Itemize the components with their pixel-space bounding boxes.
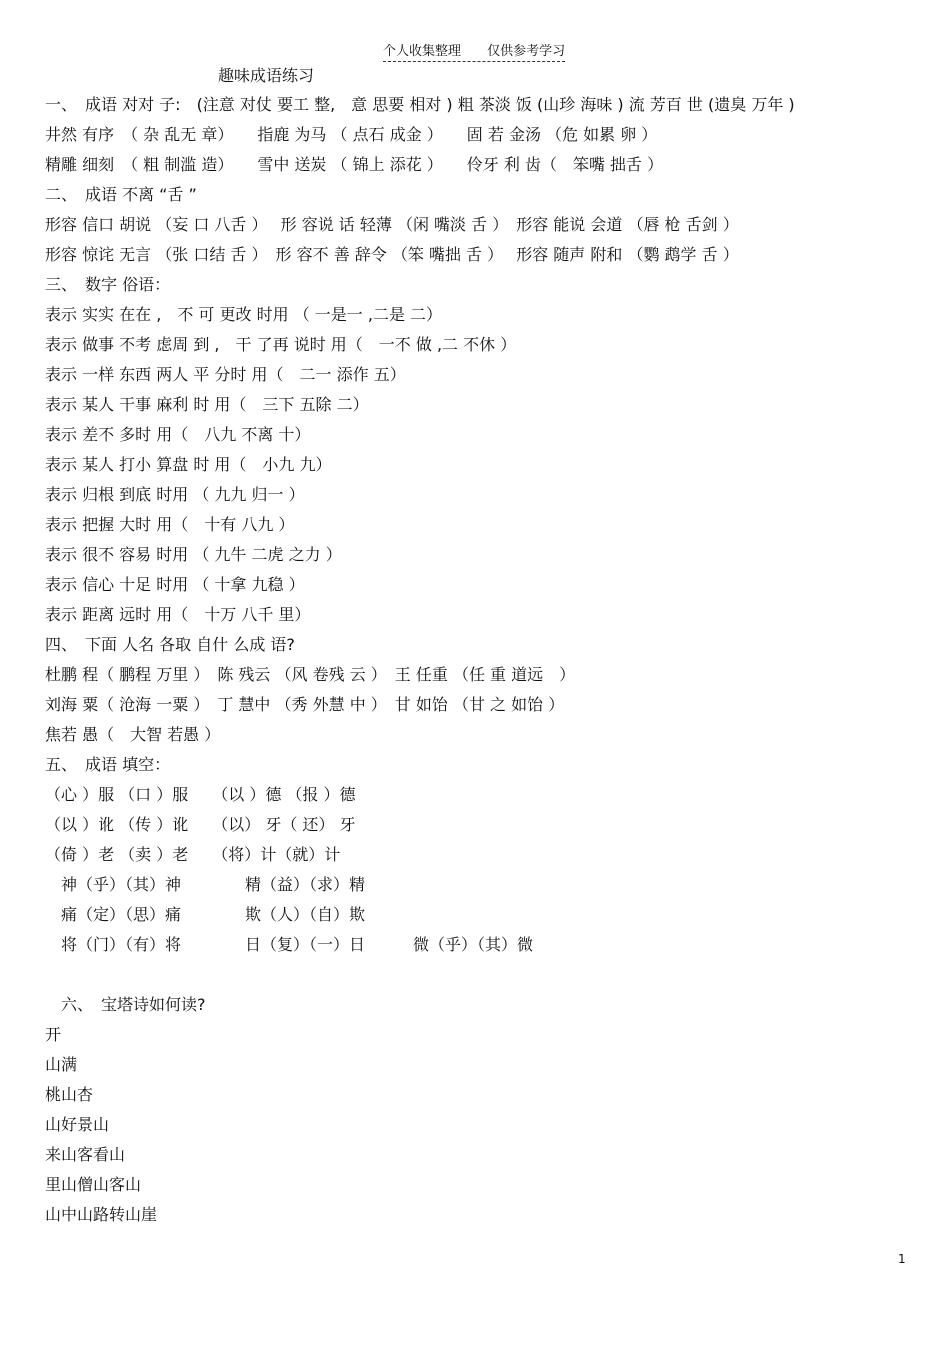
text-line: 表示 某人 打小 算盘 时 用（ 小九 九）: [45, 455, 332, 474]
text-line: 山满: [45, 1055, 78, 1074]
text-line: 精雕 细刻 （ 粗 制滥 造） 雪中 送炭 （ 锦上 添花 ） 伶牙 利 齿（ 笨嘴 拙舌 ）: [45, 155, 664, 174]
text-line: 杜鹏 程（ 鹏程 万里 ） 陈 残云 （风 卷残 云 ） 王 任重 （任 重 道远 ）: [45, 665, 576, 684]
text-line: （倚 ）老 （卖 ）老 （将）计（就）计: [45, 845, 341, 864]
text-line: 四、 下面 人名 各取 自什 么成 语?: [45, 635, 295, 654]
header-right-text: 仅供参考学习: [487, 44, 566, 59]
text-line: 形容 信口 胡说 （妄 口 八舌 ） 形 容说 话 轻薄 （闲 嘴淡 舌 ） 形容 能说 会道 （唇 枪 舌剑 ）: [45, 215, 739, 234]
text-line: 将（门）（有）将 日（复）（一）日 微（乎）（其）微: [45, 935, 534, 954]
header-left-text: 个人收集整理: [383, 44, 462, 59]
text-line: 表示 信心 十足 时用 （ 十拿 九稳 ）: [45, 575, 305, 594]
text-line: 开: [45, 1025, 62, 1044]
text-line: 表示 一样 东西 两人 平 分时 用（ 二一 添作 五）: [45, 365, 406, 384]
text-line: 痛（定）（思）痛 欺（人）（自）欺: [45, 905, 366, 924]
text-line: （心 ）服 （口 ）服 （以 ）德 （报 ）德: [45, 785, 356, 804]
text-line: 山好景山: [45, 1115, 110, 1134]
text-line: 表示 距离 远时 用（ 十万 八千 里）: [45, 605, 311, 624]
document-body: [45, 90, 945, 1230]
text-line: 表示 做事 不考 虑周 到 , 干 了再 说时 用（ 一不 做 ,二 不休 ）: [45, 335, 517, 354]
text-line: 刘海 粟（ 沧海 一粟 ） 丁 慧中 （秀 外慧 中 ） 甘 如饴 （甘 之 如饴 ）: [45, 695, 565, 714]
text-line: 表示 归根 到底 时用 （ 九九 归一 ）: [45, 485, 305, 504]
text-line: 表示 差不 多时 用（ 八九 不离 十）: [45, 425, 311, 444]
text-line: [45, 960, 945, 990]
page-number: 1: [898, 1252, 906, 1266]
text-line: 表示 很不 容易 时用 （ 九牛 二虎 之力 ）: [45, 545, 342, 564]
text-line: 一、 成语 对对 子: (注意 对仗 要工 整, 意 思要 相对 ) 粗 茶淡 饭 (山珍 海味 ) 流 芳百 世 (遗臭 万年 ): [45, 95, 795, 114]
text-line: 表示 把握 大时 用（ 十有 八九 ）: [45, 515, 295, 534]
text-line: 五、 成语 填空：: [45, 755, 171, 774]
text-line: 桃山杏: [45, 1085, 94, 1104]
text-line: 神（乎）（其）神 精（益）（求）精: [45, 875, 366, 894]
text-line: 来山客看山: [45, 1145, 126, 1164]
text-line: 焦若 愚（ 大智 若愚 ）: [45, 725, 221, 744]
text-line: 井然 有序 （ 杂 乱无 章） 指鹿 为马 （ 点石 成金 ） 固 若 金汤 （危 如累 卵 ）: [45, 125, 658, 144]
text-line: 三、 数字 俗语：: [45, 275, 171, 294]
text-line: 里山僧山客山: [45, 1175, 142, 1194]
text-line: 山中山路转山崖: [45, 1205, 158, 1224]
text-line: 六、 宝塔诗如何读?: [45, 995, 206, 1014]
document-title: 趣味成语练习: [218, 66, 315, 85]
text-line: 表示 某人 干事 麻利 时 用（ 三下 五除 二）: [45, 395, 369, 414]
page-header: [383, 40, 565, 62]
text-line: 二、 成语 不离 “舌 ”: [45, 185, 197, 204]
text-line: （以 ）讹 （传 ）讹 （以） 牙（ 还） 牙: [45, 815, 356, 834]
text-line: 形容 惊诧 无言 （张 口结 舌 ） 形 容不 善 辞令 （笨 嘴拙 舌 ） 形容 随声 附和 （鹦 鹉学 舌 ）: [45, 245, 739, 264]
text-line: 表示 实实 在在 , 不 可 更改 时用 （ 一是一 ,二是 二）: [45, 305, 443, 324]
